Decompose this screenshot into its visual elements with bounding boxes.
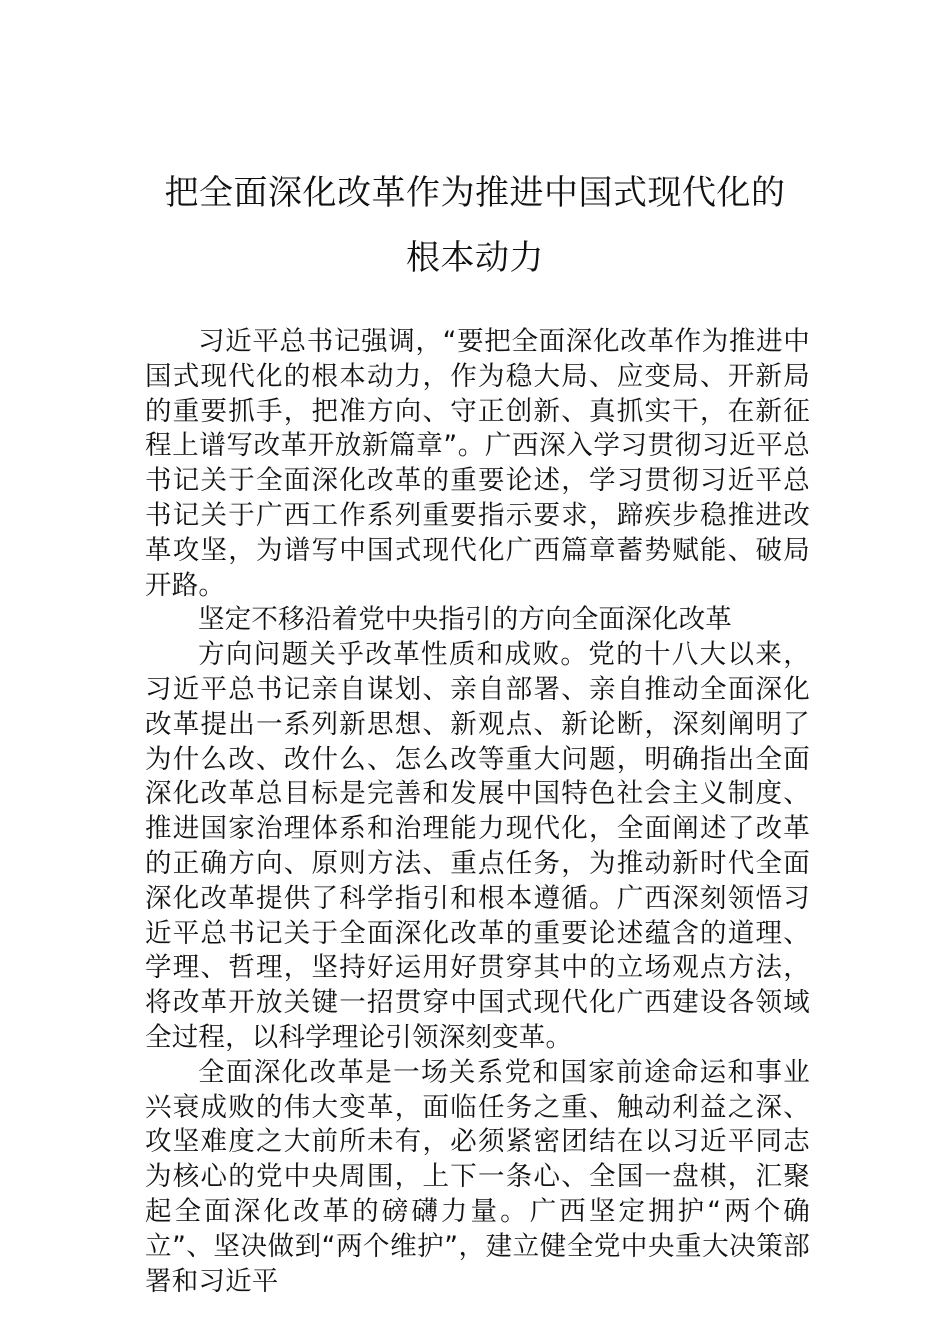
document-title-line-2: 根本动力 — [406, 238, 544, 278]
paragraph-reform: 全面深化改革是一场关系党和国家前途命运和事业兴衰成败的伟大变革，面临任务之重、触动利益之深、攻坚难度之大前所未有，必须紧密团结在以习近平同志为核心的党中央周围，上下一条心、全国一盘棋，汇聚起全面深化改革的磅礴力量。广西坚定拥护“两个确立”、坚决做到“两个维护”，建立健全党中央重大决策部署和习近平 — [145, 1056, 810, 1297]
document-title-line-1: 把全面深化改革作为推进中国式现代化的 — [164, 173, 786, 213]
paragraph-direction: 方向问题关乎改革性质和成败。党的十八大以来，习近平总书记亲自谋划、亲自部署、亲自推动全面深化改革提出一系列新思想、新观点、新论断，深刻阐明了为什么改、改什么、怎么改等重大问题，明确指出全面深化改革总目标是完善和发展中国特色社会主义制度、推进国家治理体系和治理能力现代化，全面阐述了改革的正确方向、原则方法、重点任务，为推动新时代全面深化改革提供了科学指引和根本遵循。广西深刻领悟习近平总书记关于全面深化改革的重要论述蕴含的道理、学理、哲理，坚持好运用好贯穿其中的立场观点方法，将改革开放关键一招贯穿中国式现代化广西建设各领域全过程，以科学理论引领深刻变革。 — [145, 639, 810, 1053]
document-body — [145, 325, 810, 1299]
section-heading: 坚定不移沿着党中央指引的方向全面深化改革 — [198, 604, 732, 636]
paragraph-intro: 习近平总书记强调，“要把全面深化改革作为推进中国式现代化的根本动力，作为稳大局、应变局、开新局的重要抓手，把准方向、守正创新、真抓实干，在新征程上谱写改革开放新篇章”。广西深入学习贯彻习近平总书记关于全面深化改革的重要论述，学习贯彻习近平总书记关于广西工作系列重要指示要求，蹄疾步稳推进改革攻坚，为谱写中国式现代化广西篇章蓄势赋能、破局开路。 — [145, 326, 810, 601]
